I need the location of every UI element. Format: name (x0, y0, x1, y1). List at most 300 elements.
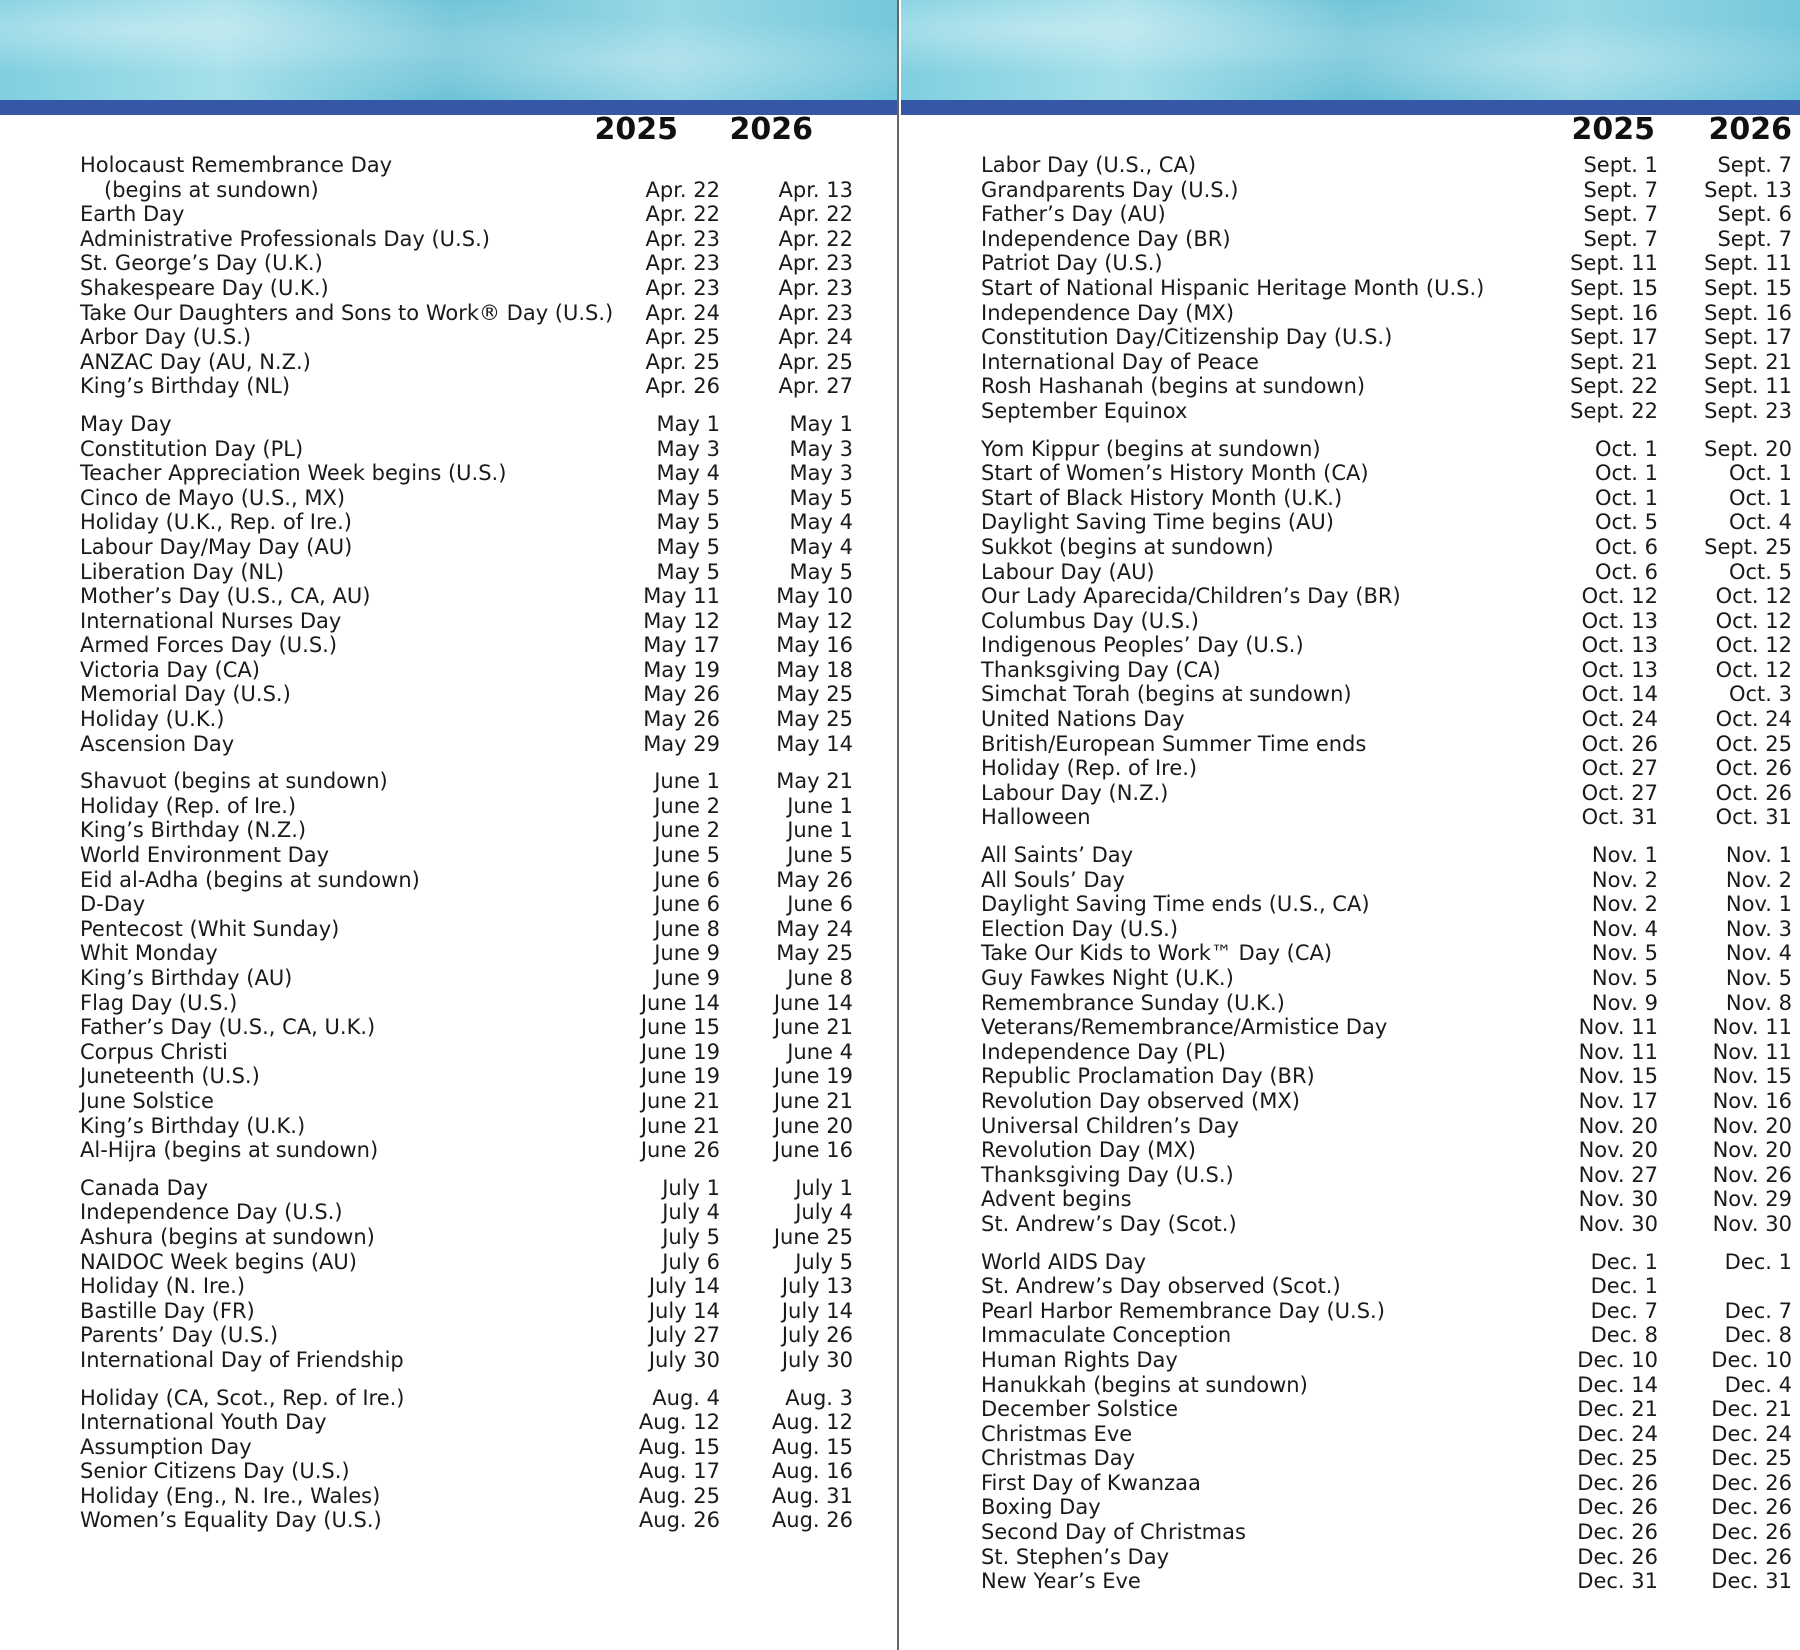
date-2026: Dec. 31 (1711, 1569, 1792, 1594)
holiday-name: Earth Day (80, 202, 185, 227)
date-2025: Oct. 24 (1581, 707, 1658, 732)
holiday-name: Eid al-Adha (begins at sundown) (80, 867, 420, 892)
date-2026: Dec. 26 (1711, 1544, 1792, 1569)
date-2025: June 19 (640, 1039, 720, 1064)
date-2025: June 2 (654, 793, 720, 818)
date-2026: Sept. 16 (1704, 300, 1792, 325)
holiday-name: Pearl Harbor Remembrance Day (U.S.) (981, 1298, 1385, 1323)
date-2025: Apr. 25 (645, 349, 720, 374)
date-2025: July 27 (648, 1323, 720, 1348)
holiday-name: Grandparents Day (U.S.) (981, 177, 1239, 202)
holiday-name: Father’s Day (AU) (981, 202, 1166, 227)
date-2025: Dec. 7 (1590, 1298, 1658, 1323)
date-2025: Nov. 2 (1591, 867, 1658, 892)
holiday-name: Start of National Hispanic Heritage Month (U.S.) (981, 275, 1485, 300)
date-2025: Sept. 17 (1570, 325, 1658, 350)
holiday-name: Halloween (981, 805, 1091, 830)
holiday-name: Arbor Day (U.S.) (80, 325, 252, 350)
date-2025: Dec. 8 (1590, 1323, 1658, 1348)
holiday-name: Labor Day (U.S., CA) (981, 153, 1197, 177)
date-2026: May 25 (776, 941, 853, 966)
date-2026: Apr. 23 (778, 251, 853, 276)
date-2026: June 16 (773, 1138, 853, 1163)
date-2025: Oct. 6 (1594, 559, 1658, 584)
holiday-name: Patriot Day (U.S.) (981, 251, 1163, 276)
date-2026: Oct. 12 (1715, 584, 1792, 609)
date-2026: Nov. 11 (1712, 1015, 1792, 1040)
date-2026: Sept. 20 (1704, 436, 1792, 461)
date-2025: Aug. 4 (652, 1385, 720, 1410)
date-2026: Oct. 12 (1715, 608, 1792, 633)
date-2025: June 1 (654, 769, 720, 794)
holiday-name: International Youth Day (80, 1410, 327, 1435)
date-2026: May 16 (776, 633, 853, 658)
date-2025: Aug. 12 (638, 1410, 720, 1435)
holiday-name: Canada Day (80, 1175, 209, 1200)
holiday-name: Armed Forces Day (U.S.) (80, 633, 338, 658)
holiday-name: Remembrance Sunday (U.K.) (981, 990, 1285, 1015)
date-2025: July 14 (648, 1298, 720, 1323)
holiday-name: First Day of Kwanzaa (981, 1470, 1201, 1495)
date-2026: May 21 (776, 769, 853, 794)
holiday-name: Guy Fawkes Night (U.K.) (981, 966, 1234, 990)
holiday-name: King’s Birthday (AU) (80, 966, 293, 990)
date-2025: Sept. 21 (1570, 349, 1658, 374)
holiday-name: Boxing Day (981, 1495, 1101, 1520)
date-2025: Apr. 22 (645, 177, 720, 202)
date-2025: May 12 (643, 608, 720, 633)
date-2026: Nov. 15 (1712, 1064, 1792, 1089)
date-2026: Dec. 26 (1711, 1495, 1792, 1520)
holiday-name: NAIDOC Week begins (AU) (80, 1249, 357, 1274)
date-2026: June 6 (787, 892, 853, 917)
date-2026: Dec. 26 (1711, 1520, 1792, 1545)
date-2026: Nov. 29 (1712, 1187, 1792, 1212)
date-2025: Aug. 25 (638, 1483, 720, 1508)
date-2026: May 25 (776, 707, 853, 732)
holiday-name: May Day (80, 411, 172, 436)
holiday-name: International Day of Friendship (80, 1347, 404, 1372)
date-2026: Dec. 26 (1711, 1470, 1792, 1495)
holiday-name: Columbus Day (U.S.) (981, 608, 1199, 633)
date-2025: Dec. 1 (1590, 1274, 1658, 1299)
date-2025: June 14 (640, 990, 720, 1015)
holiday-name: Teacher Appreciation Week begins (U.S.) (80, 461, 507, 486)
date-2026: Nov. 20 (1712, 1138, 1792, 1163)
date-2025: July 1 (662, 1175, 720, 1200)
date-2025: Nov. 20 (1578, 1138, 1658, 1163)
date-2025: Apr. 23 (645, 275, 720, 300)
holiday-name: Labour Day/May Day (AU) (80, 534, 353, 559)
date-2026: June 14 (773, 990, 853, 1015)
date-2025: Nov. 20 (1578, 1113, 1658, 1138)
date-2026: Nov. 20 (1712, 1113, 1792, 1138)
holiday-name: International Day of Peace (981, 349, 1259, 374)
date-2026: Apr. 22 (778, 226, 853, 251)
date-2026: Aug. 12 (771, 1410, 853, 1435)
date-2026: Oct. 1 (1728, 461, 1792, 486)
holiday-name: Take Our Daughters and Sons to Work® Day (U.S.) (80, 300, 614, 325)
holiday-name: ANZAC Day (AU, N.Z.) (80, 349, 311, 374)
date-2026: Nov. 30 (1712, 1211, 1792, 1236)
holiday-name: Whit Monday (80, 941, 218, 966)
date-2025: Apr. 22 (645, 202, 720, 227)
holiday-name: Indigenous Peoples’ Day (U.S.) (981, 633, 1304, 658)
holiday-name: Bastille Day (FR) (80, 1298, 255, 1323)
date-2026: Sept. 11 (1704, 374, 1792, 399)
holiday-name: Cinco de Mayo (U.S., MX) (80, 485, 346, 510)
date-2026: Oct. 25 (1715, 731, 1792, 756)
date-2026: Apr. 22 (778, 202, 853, 227)
holiday-name: Father’s Day (U.S., CA, U.K.) (80, 1015, 376, 1040)
holiday-name: All Saints’ Day (981, 843, 1134, 868)
date-2026: Oct. 5 (1728, 559, 1792, 584)
date-2026: Aug. 16 (771, 1459, 853, 1484)
date-2025: July 6 (662, 1249, 720, 1274)
date-2026: Sept. 17 (1704, 325, 1792, 350)
holiday-name: Holiday (Rep. of Ire.) (80, 793, 297, 818)
holiday-name: St. Andrew’s Day (Scot.) (981, 1211, 1237, 1236)
holiday-name: Holiday (Eng., N. Ire., Wales) (80, 1483, 381, 1508)
date-2025: Oct. 13 (1581, 657, 1658, 682)
holiday-name: Parents’ Day (U.S.) (80, 1323, 279, 1348)
date-2026: May 26 (776, 867, 853, 892)
date-2026: Sept. 25 (1704, 534, 1792, 559)
date-2026: Dec. 4 (1724, 1372, 1792, 1397)
holiday-name: Victoria Day (CA) (80, 657, 260, 682)
date-2026: May 24 (776, 916, 853, 941)
date-2025: Oct. 13 (1581, 633, 1658, 658)
date-2026: Sept. 13 (1704, 177, 1792, 202)
date-2026: Apr. 25 (778, 349, 853, 374)
date-2025: Nov. 11 (1578, 1039, 1658, 1064)
date-2025: June 5 (654, 843, 720, 868)
holiday-name: Daylight Saving Time begins (AU) (981, 510, 1334, 535)
holiday-name: Revolution Day observed (MX) (981, 1088, 1300, 1113)
holiday-name: Election Day (U.S.) (981, 916, 1179, 941)
date-2026: Dec. 25 (1711, 1446, 1792, 1471)
date-2026: June 19 (773, 1064, 853, 1089)
date-2025: May 29 (643, 731, 720, 756)
date-2025: Oct. 31 (1581, 805, 1658, 830)
holiday-name: Rosh Hashanah (begins at sundown) (981, 374, 1366, 399)
holiday-name: Immaculate Conception (981, 1323, 1232, 1348)
date-2025: July 30 (648, 1347, 720, 1372)
date-2025: Oct. 6 (1594, 534, 1658, 559)
date-2026: Aug. 31 (771, 1483, 853, 1508)
holiday-name: Holiday (U.K., Rep. of Ire.) (80, 510, 352, 535)
date-2026: May 18 (776, 657, 853, 682)
date-2025: May 17 (643, 633, 720, 658)
date-2026: Sept. 6 (1717, 202, 1792, 227)
holiday-name: Our Lady Aparecida/Children’s Day (BR) (981, 584, 1401, 609)
holiday-name: Independence Day (PL) (981, 1039, 1226, 1064)
date-2026: Sept. 7 (1717, 153, 1792, 177)
holiday-name: Republic Proclamation Day (BR) (981, 1064, 1315, 1089)
date-2025: Nov. 4 (1591, 916, 1658, 941)
date-2026: Nov. 11 (1712, 1039, 1792, 1064)
date-2026: Dec. 21 (1711, 1397, 1792, 1422)
date-2025: Sept. 16 (1570, 300, 1658, 325)
date-2025: Dec. 24 (1577, 1421, 1658, 1446)
holiday-name: Shakespeare Day (U.K.) (80, 275, 329, 300)
date-2026: May 4 (789, 534, 853, 559)
date-2025: Apr. 24 (645, 300, 720, 325)
date-2026: Sept. 7 (1717, 226, 1792, 251)
year-header-2026: 2026 (1708, 112, 1792, 147)
date-2026: Apr. 23 (778, 300, 853, 325)
date-2026: Sept. 11 (1704, 251, 1792, 276)
holiday-name: Women’s Equality Day (U.S.) (80, 1508, 382, 1533)
holiday-name: Christmas Eve (981, 1421, 1133, 1446)
date-2026: June 5 (787, 843, 853, 868)
date-2025: June 9 (654, 941, 720, 966)
date-2025: June 19 (640, 1064, 720, 1089)
date-2026: May 5 (789, 559, 853, 584)
date-2026: June 4 (787, 1039, 853, 1064)
date-2026: Apr. 13 (778, 177, 853, 202)
date-2026: July 5 (795, 1249, 853, 1274)
date-2025: Oct. 5 (1594, 510, 1658, 535)
date-2025: Oct. 12 (1581, 584, 1658, 609)
date-2026: May 12 (776, 608, 853, 633)
date-2025: Dec. 26 (1577, 1470, 1658, 1495)
date-2026: Nov. 1 (1725, 892, 1792, 917)
left-page (0, 0, 899, 1650)
date-2026: May 3 (789, 436, 853, 461)
date-2025: May 3 (656, 436, 720, 461)
date-2025: Sept. 15 (1570, 275, 1658, 300)
date-2025: June 6 (654, 867, 720, 892)
date-2026: Apr. 23 (778, 275, 853, 300)
holiday-name: Labour Day (AU) (981, 559, 1155, 584)
date-2025: Nov. 5 (1591, 941, 1658, 966)
holiday-name: Holiday (N. Ire.) (80, 1274, 246, 1299)
date-2025: Nov. 9 (1591, 990, 1658, 1015)
date-2025: Oct. 27 (1581, 780, 1658, 805)
date-2026: Dec. 7 (1724, 1298, 1792, 1323)
holiday-name: International Nurses Day (80, 608, 342, 633)
date-2025: May 5 (656, 559, 720, 584)
date-2026: Dec. 1 (1724, 1249, 1792, 1274)
date-2025: Oct. 1 (1594, 461, 1658, 486)
holiday-name: Human Rights Day (981, 1347, 1178, 1372)
date-2026: Aug. 26 (771, 1508, 853, 1533)
date-2025: Oct. 27 (1581, 756, 1658, 781)
date-2025: June 6 (654, 892, 720, 917)
date-2025: Dec. 31 (1577, 1569, 1658, 1594)
date-2025: July 4 (662, 1200, 720, 1225)
holiday-name: Holiday (CA, Scot., Rep. of Ire.) (80, 1385, 405, 1410)
holiday-name: Independence Day (U.S.) (80, 1200, 343, 1225)
date-2025: Nov. 17 (1578, 1088, 1658, 1113)
holiday-name: Constitution Day/Citizenship Day (U.S.) (981, 325, 1393, 350)
holiday-name: Ascension Day (80, 731, 235, 756)
date-2026: Dec. 10 (1711, 1347, 1792, 1372)
watercolor-banner (901, 0, 1800, 100)
holiday-name: Al-Hijra (begins at sundown) (80, 1138, 379, 1163)
holiday-name: Yom Kippur (begins at sundown) (981, 436, 1321, 461)
holiday-name: D-Day (80, 892, 146, 917)
date-2025: Dec. 1 (1590, 1249, 1658, 1274)
date-2026: May 4 (789, 510, 853, 535)
date-2026: Sept. 15 (1704, 275, 1792, 300)
date-2026: Nov. 26 (1712, 1162, 1792, 1187)
date-2026: May 1 (789, 411, 853, 436)
date-2026: June 8 (787, 966, 853, 990)
date-2025: June 26 (640, 1138, 720, 1163)
date-2026: Oct. 31 (1715, 805, 1792, 830)
holiday-name: United Nations Day (981, 707, 1185, 732)
date-2026: Nov. 2 (1725, 867, 1792, 892)
date-2025: May 5 (656, 485, 720, 510)
date-2025: May 4 (656, 461, 720, 486)
holiday-name: Advent begins (981, 1187, 1132, 1212)
date-2026: Sept. 23 (1704, 398, 1792, 423)
holiday-name: Assumption Day (80, 1434, 252, 1459)
holiday-name: Shavuot (begins at sundown) (80, 769, 388, 794)
date-2025: Nov. 30 (1578, 1211, 1658, 1236)
date-2025: Sept. 1 (1583, 153, 1658, 177)
holiday-name: Holocaust Remembrance Day (80, 153, 393, 177)
date-2026: Nov. 8 (1725, 990, 1792, 1015)
date-2026: Oct. 26 (1715, 756, 1792, 781)
date-2025: Sept. 7 (1583, 177, 1658, 202)
date-2026: Apr. 27 (778, 374, 853, 399)
date-2026: Dec. 24 (1711, 1421, 1792, 1446)
date-2025: June 21 (640, 1113, 720, 1138)
holiday-name: All Souls’ Day (981, 867, 1125, 892)
date-2025: June 21 (640, 1088, 720, 1113)
date-2025: Nov. 2 (1591, 892, 1658, 917)
date-2025: Apr. 26 (645, 374, 720, 399)
date-2025: Dec. 26 (1577, 1544, 1658, 1569)
date-2025: May 19 (643, 657, 720, 682)
date-2025: Nov. 1 (1591, 843, 1658, 868)
date-2025: June 8 (654, 916, 720, 941)
date-2026: July 1 (795, 1175, 853, 1200)
holiday-name: Daylight Saving Time ends (U.S., CA) (981, 892, 1370, 917)
date-2026: June 21 (773, 1088, 853, 1113)
date-2026: July 13 (781, 1274, 853, 1299)
holiday-name: Take Our Kids to Work™ Day (CA) (981, 941, 1333, 966)
holiday-name: St. Andrew’s Day observed (Scot.) (981, 1274, 1341, 1299)
date-2025: June 9 (654, 966, 720, 990)
date-2026: Nov. 1 (1725, 843, 1792, 868)
date-2026: July 4 (795, 1200, 853, 1225)
holiday-name: Universal Children’s Day (981, 1113, 1239, 1138)
date-2026: July 14 (781, 1298, 853, 1323)
holiday-name: New Year’s Eve (981, 1569, 1141, 1594)
date-2026: Dec. 8 (1724, 1323, 1792, 1348)
year-header-2025: 2025 (594, 112, 678, 147)
date-2026: July 26 (781, 1323, 853, 1348)
date-2025: May 26 (643, 682, 720, 707)
holiday-name: Simchat Torah (begins at sundown) (981, 682, 1352, 707)
date-2025: Nov. 11 (1578, 1015, 1658, 1040)
holiday-name: Thanksgiving Day (U.S.) (981, 1162, 1234, 1187)
date-2025: Aug. 17 (638, 1459, 720, 1484)
date-2026: May 10 (776, 584, 853, 609)
date-2025: Dec. 25 (1577, 1446, 1658, 1471)
date-2025: Aug. 15 (638, 1434, 720, 1459)
holiday-name: Administrative Professionals Day (U.S.) (80, 226, 490, 251)
holiday-name: Senior Citizens Day (U.S.) (80, 1459, 350, 1484)
date-2025: Apr. 25 (645, 325, 720, 350)
holiday-name: Sukkot (begins at sundown) (981, 534, 1274, 559)
date-2026: Apr. 24 (778, 325, 853, 350)
holiday-name: Veterans/Remembrance/Armistice Day (981, 1015, 1388, 1040)
holiday-name: Start of Women’s History Month (CA) (981, 461, 1369, 486)
holiday-name: British/European Summer Time ends (981, 731, 1367, 756)
date-2025: Oct. 1 (1594, 485, 1658, 510)
holiday-name: Independence Day (MX) (981, 300, 1235, 325)
date-2026: Oct. 26 (1715, 780, 1792, 805)
holiday-name: King’s Birthday (NL) (80, 374, 291, 399)
date-2025: May 5 (656, 534, 720, 559)
date-2026: May 14 (776, 731, 853, 756)
date-2026: Oct. 24 (1715, 707, 1792, 732)
date-2025: Dec. 10 (1577, 1347, 1658, 1372)
date-2026: Oct. 3 (1728, 682, 1792, 707)
holiday-name: Start of Black History Month (U.K.) (981, 485, 1343, 510)
date-2026: May 5 (789, 485, 853, 510)
year-header-2025: 2025 (1571, 112, 1655, 147)
date-2025: Apr. 23 (645, 226, 720, 251)
holiday-name: June Solstice (80, 1088, 214, 1113)
date-2025: Oct. 13 (1581, 608, 1658, 633)
date-2025: June 15 (640, 1015, 720, 1040)
date-2025: June 2 (654, 818, 720, 843)
holiday-name: Holiday (U.K.) (80, 707, 225, 732)
date-2025: Nov. 27 (1578, 1162, 1658, 1187)
date-2025: Oct. 14 (1581, 682, 1658, 707)
date-2026: Aug. 3 (785, 1385, 853, 1410)
holiday-name: Corpus Christi (80, 1039, 228, 1064)
date-2026: Nov. 4 (1725, 941, 1792, 966)
holiday-name: World AIDS Day (981, 1249, 1147, 1274)
date-2025: Nov. 15 (1578, 1064, 1658, 1089)
date-2025: Oct. 1 (1594, 436, 1658, 461)
date-2026: Nov. 3 (1725, 916, 1792, 941)
date-2025: July 14 (648, 1274, 720, 1299)
date-2025: Nov. 30 (1578, 1187, 1658, 1212)
date-2026: Nov. 5 (1725, 966, 1792, 990)
date-2025: Sept. 22 (1570, 374, 1658, 399)
date-2026: Oct. 4 (1728, 510, 1792, 535)
date-2025: May 5 (656, 510, 720, 535)
holiday-name: September Equinox (981, 398, 1188, 423)
date-2025: Sept. 7 (1583, 226, 1658, 251)
date-2025: Oct. 26 (1581, 731, 1658, 756)
holiday-name: Second Day of Christmas (981, 1520, 1246, 1545)
holiday-name: Holiday (Rep. of Ire.) (981, 756, 1198, 781)
date-2026: Oct. 12 (1715, 657, 1792, 682)
date-2025: Sept. 22 (1570, 398, 1658, 423)
year-header-2026: 2026 (729, 112, 813, 147)
right-page (901, 0, 1800, 1650)
date-2025: Dec. 14 (1577, 1372, 1658, 1397)
date-2026: May 25 (776, 682, 853, 707)
date-2026: July 30 (781, 1347, 853, 1372)
date-2026: June 20 (773, 1113, 853, 1138)
holiday-name: Independence Day (BR) (981, 226, 1231, 251)
date-2025: Apr. 23 (645, 251, 720, 276)
holiday-name: Pentecost (Whit Sunday) (80, 916, 340, 941)
date-2025: Sept. 7 (1583, 202, 1658, 227)
date-2026: June 25 (773, 1224, 853, 1249)
date-2025: Dec. 26 (1577, 1520, 1658, 1545)
